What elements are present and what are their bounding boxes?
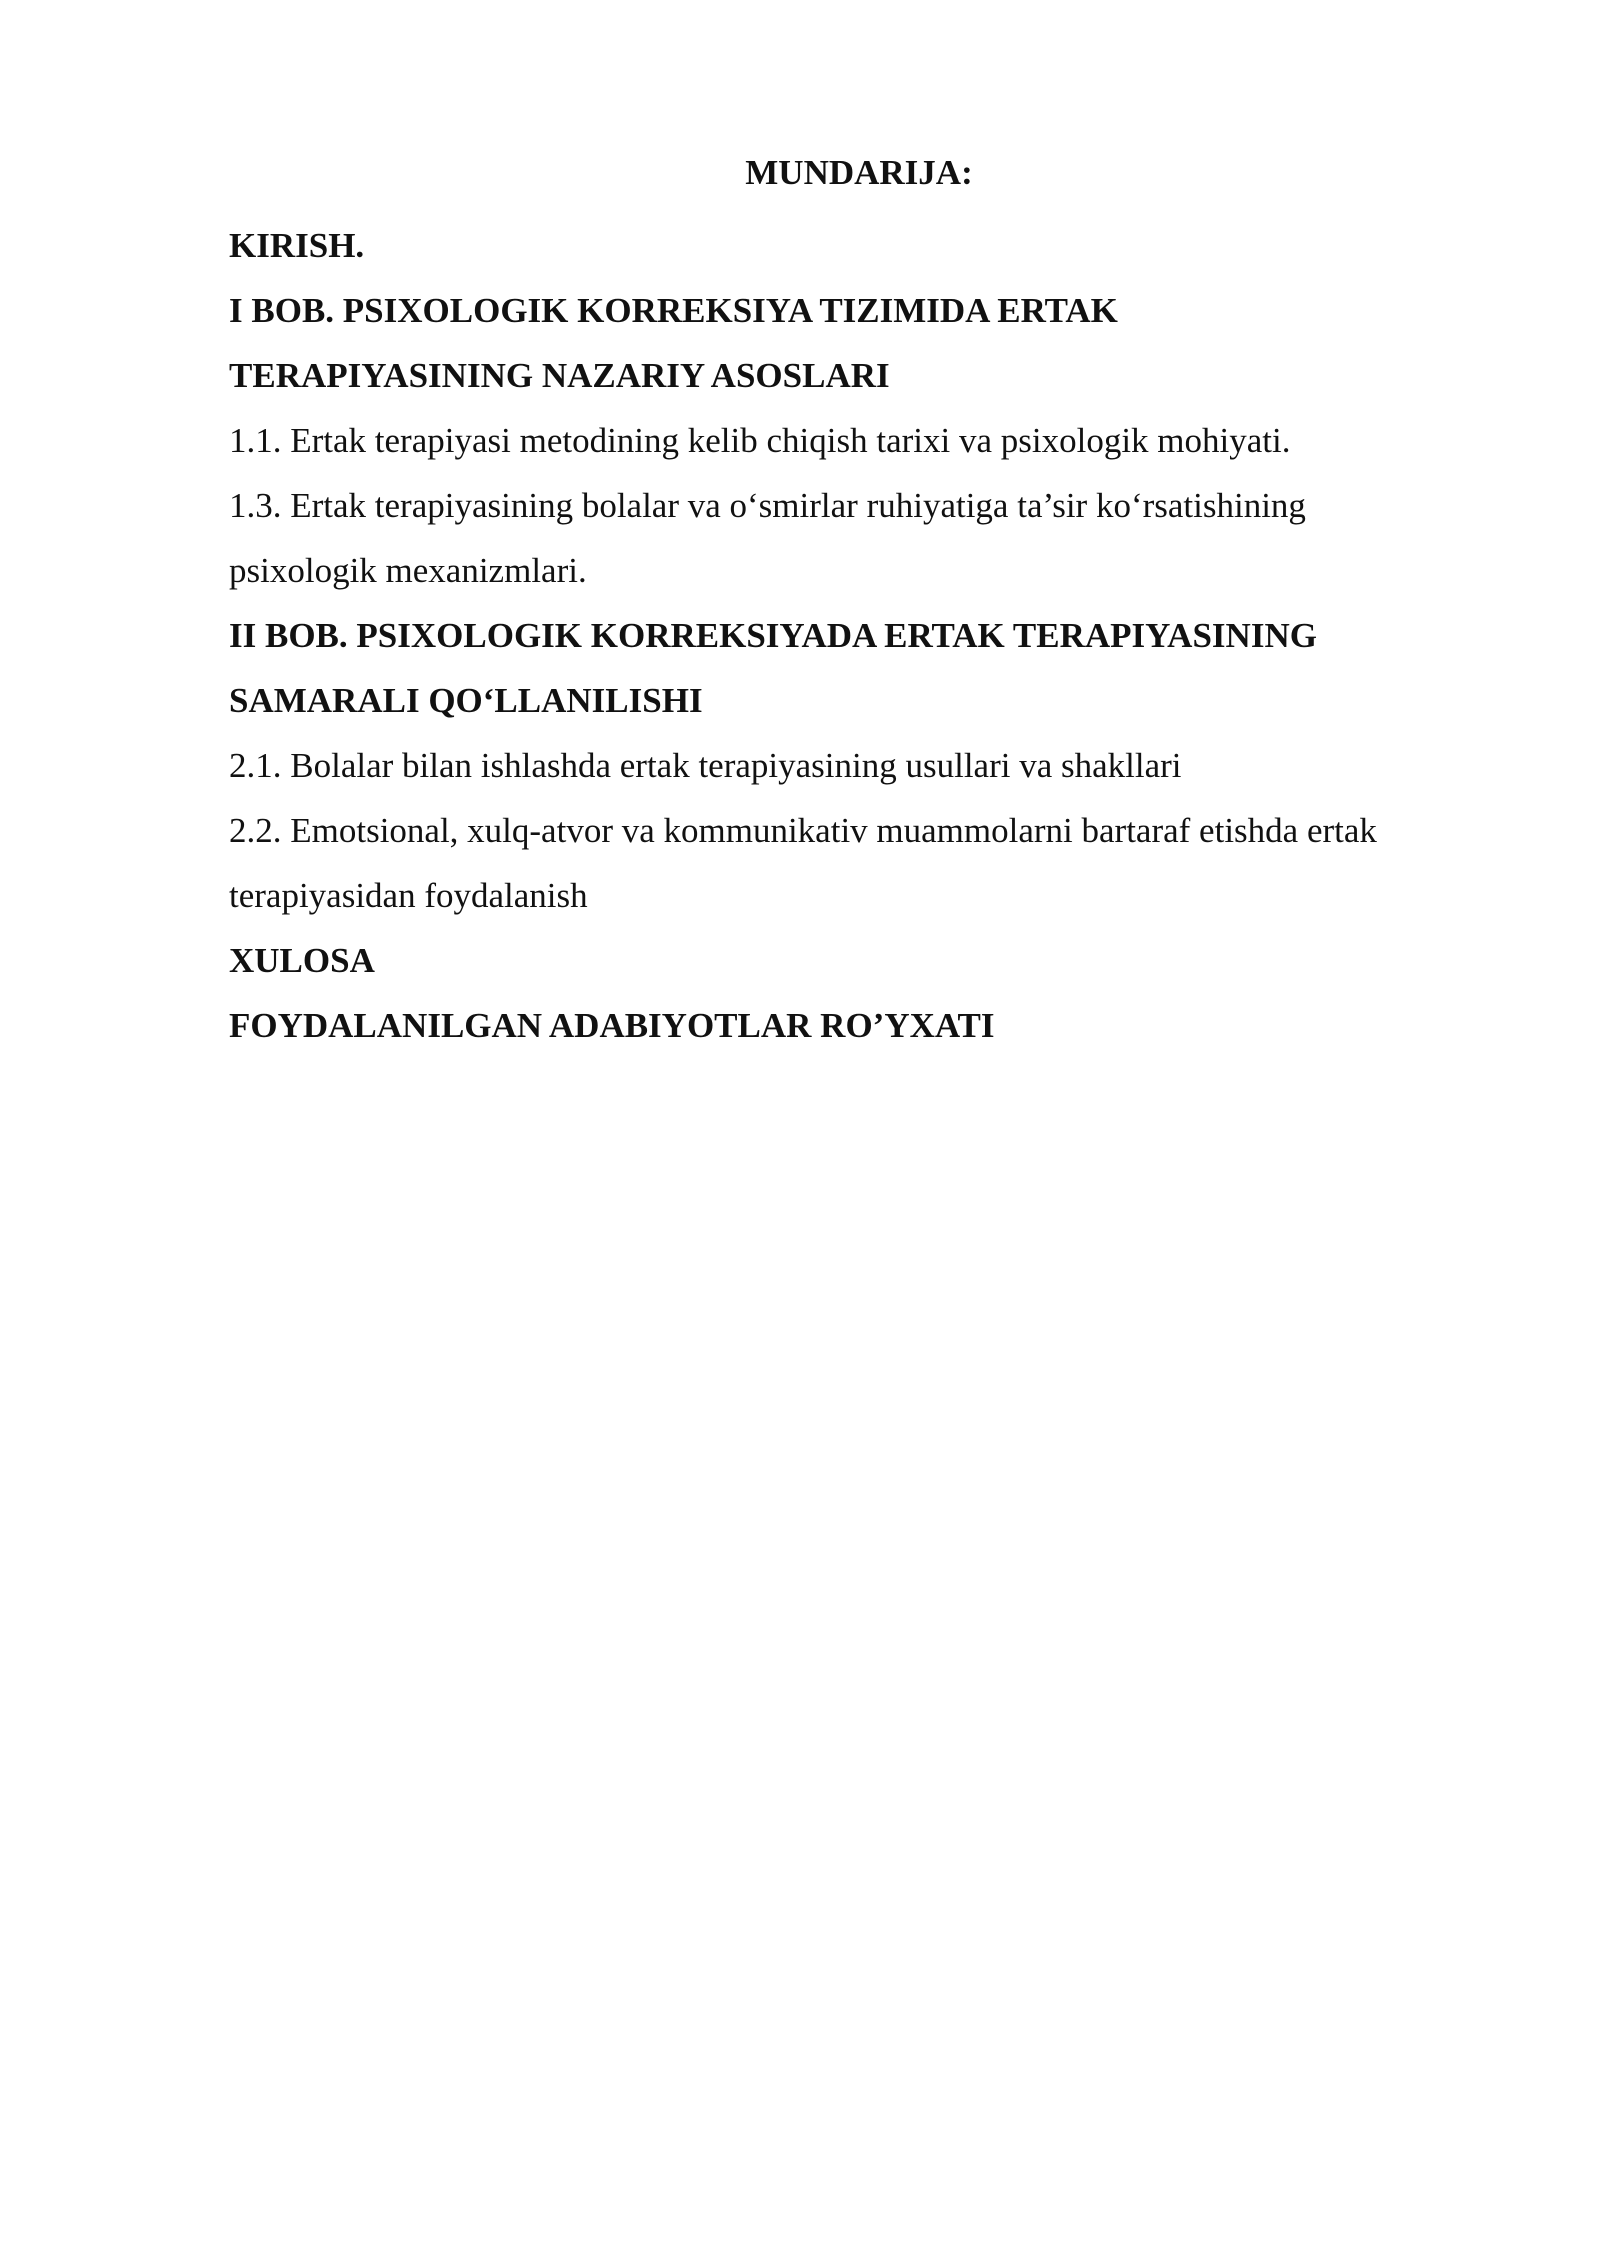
toc-entry-chapter-1-title-line-2: TERAPIYASINING NAZARIY ASOSLARI [229,356,890,395]
toc-entry-chapter-1-title-line-1: I BOB. PSIXOLOGIK KORREKSIYA TIZIMIDA ERTAK [229,291,1118,330]
table-of-contents [229,148,1489,1058]
toc-entry-chapter-2-title-line-1: II BOB. PSIXOLOGIK KORREKSIYADA ERTAK TERAPIYASINING [229,616,1317,655]
toc-entry-conclusion: XULOSA [229,941,375,980]
toc-entry-references: FOYDALANILGAN ADABIYOTLAR RO’YXATI [229,1006,995,1045]
toc-entry-section-1-1: 1.1. Ertak terapiyasi metodining kelib chiqish tarixi va psixologik mohiyati. [229,421,1291,460]
toc-entry-section-2-2-line-2: terapiyasidan foydalanish [229,876,588,915]
toc-entry-section-2-2-line-1: 2.2. Emotsional, xulq-atvor va kommunikativ muammolarni bartaraf etishda ertak [229,811,1377,850]
toc-entry-introduction: KIRISH. [229,226,365,265]
toc-entry-chapter-2-title-line-2: SAMARALI QO‘LLANILISHI [229,681,703,720]
toc-entry-section-1-3-line-2: psixologik mexanizmlari. [229,551,587,590]
toc-entry-section-1-3-line-1: 1.3. Ertak terapiyasining bolalar va o‘smirlar ruhiyatiga ta’sir ko‘rsatishining [229,486,1306,525]
toc-entry-section-2-1: 2.1. Bolalar bilan ishlashda ertak terapiyasining usullari va shakllari [229,746,1182,785]
toc-entries [229,213,1489,1058]
toc-title: MUNDARIJA: [745,153,973,192]
